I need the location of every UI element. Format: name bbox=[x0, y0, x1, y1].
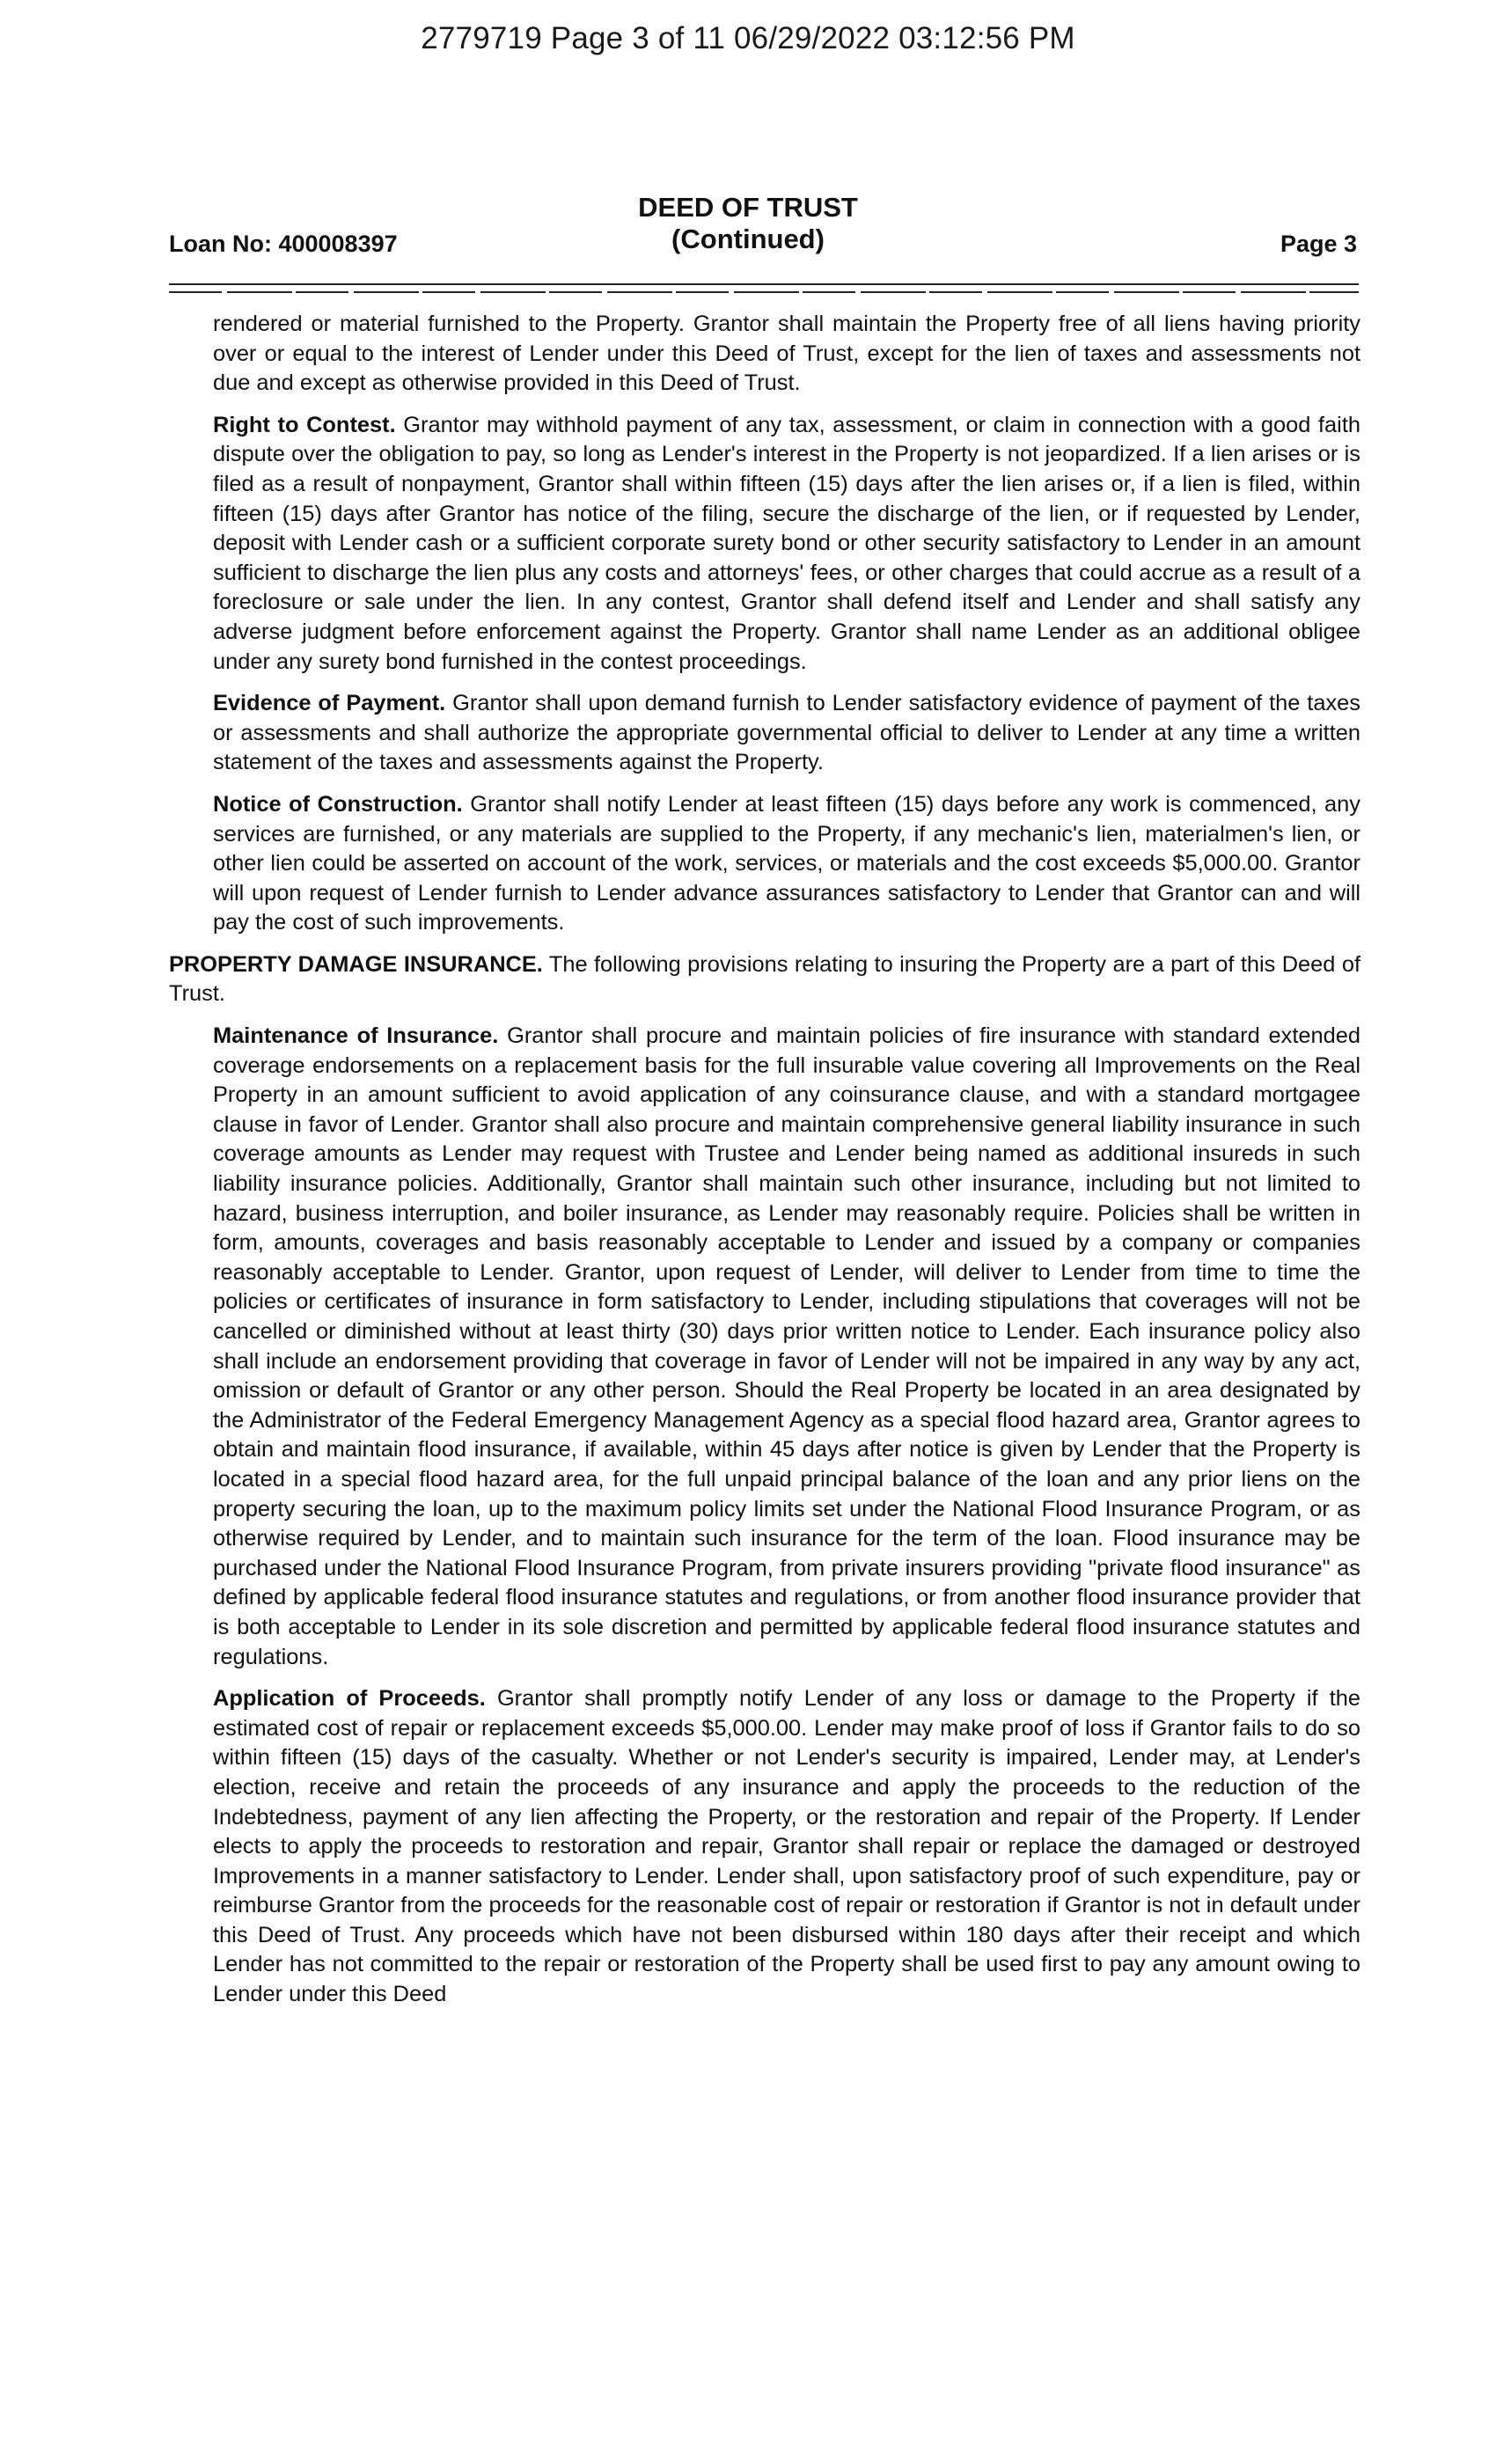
maintenance-of-insurance-heading: Maintenance of Insurance. bbox=[213, 1023, 499, 1049]
document-subtitle: (Continued) bbox=[671, 224, 825, 254]
application-of-proceeds-text: Grantor shall promptly notify Lender of any loss or damage to the Property if the estimated cost of repair or replacement exceeds $5,000.00. Lender may make proof of loss if Grantor fails to do so within fifteen (15) days of the casualty. Whether or not Lender's security is impaired, Lender may, at Lender's election, receive and retain the proceeds of any insurance and apply the proceeds to the reduction of the Indebtedness, payment of any lien affecting the Property, or the restoration and repair of the Property. If Lender elects to apply the proceeds to restoration and repair, Grantor shall repair or replace the damaged or destroyed Improvements in a manner satisfactory to Lender. Lender shall, upon satisfactory proof of such expenditure, pay or reimburse Grantor from the proceeds for the reasonable cost of repair or restoration if Grantor is not in default under this Deed of Trust. Any proceeds which have not been disbursed within 180 days after their receipt and which Lender has not committed to the repair or restoration of the Property shall be used first to pay any amount owing to Lender under this Deed bbox=[213, 1686, 1360, 2007]
right-to-contest-text: Grantor may withhold payment of any tax, assessment, or claim in connection with a good faith dispute over the obligation to pay, so long as Lender's interest in the Property is not jeopardized. If a lien arises or is filed as a result of nonpayment, Grantor shall within fifteen (15) days after the lien arises or, if a lien is filed, within fifteen (15) days after Grantor has notice of the filing, secure the discharge of the lien, or if requested by Lender, deposit with Lender cash or a sufficient corporate surety bond or other security satisfactory to Lender in an amount sufficient to discharge the lien plus any costs and attorneys' fees, or other charges that could accrue as a result of a foreclosure or sale under the lien. In any contest, Grantor shall defend itself and Lender and shall satisfy any adverse judgment before enforcement against the Property. Grantor shall name Lender as an additional obligee under any surety bond furnished in the contest proceedings. bbox=[213, 412, 1360, 674]
application-of-proceeds-paragraph bbox=[213, 1684, 1360, 2010]
recording-stamp: 2779719 Page 3 of 11 06/29/2022 03:12:56 PM bbox=[421, 21, 1075, 55]
property-damage-insurance-paragraph bbox=[169, 950, 1360, 1009]
right-to-contest-heading: Right to Contest. bbox=[213, 412, 396, 437]
evidence-of-payment-heading: Evidence of Payment. bbox=[213, 691, 446, 716]
right-to-contest-paragraph bbox=[213, 411, 1360, 677]
notice-of-construction-paragraph bbox=[213, 790, 1360, 938]
document-title: DEED OF TRUST bbox=[638, 192, 858, 223]
application-of-proceeds-heading: Application of Proceeds. bbox=[213, 1686, 486, 1712]
evidence-of-payment-text: Grantor shall upon demand furnish to Lender satisfactory evidence of payment of the taxes or assessments and shall authorize the appropriate governmental official to deliver to Lender at any time a written statement of the taxes and assessments against the Property. bbox=[213, 691, 1360, 775]
header-rule bbox=[169, 283, 1359, 285]
header-rule-secondary bbox=[169, 291, 1359, 293]
loan-number: Loan No: 400008397 bbox=[169, 231, 398, 257]
notice-of-construction-heading: Notice of Construction. bbox=[213, 791, 463, 817]
property-damage-insurance-text: The following provisions relating to insuring the Property are a part of this Deed of Trust. bbox=[169, 951, 1360, 1007]
evidence-of-payment-paragraph bbox=[213, 689, 1360, 778]
notice-of-construction-text: Grantor shall notify Lender at least fifteen (15) days before any work is commenced, any services are furnished, or any materials are supplied to the Property, if any mechanic's lien, materialmen's lien, or other lien could be asserted on account of the work, services, or materials and the cost exceeds $5,000.00. Grantor will upon request of Lender furnish to Lender advance assurances satisfactory to Lender that Grantor can and will pay the cost of such improvements. bbox=[213, 791, 1360, 935]
maintenance-of-insurance-paragraph bbox=[213, 1022, 1360, 1672]
maintenance-of-insurance-text: Grantor shall procure and maintain policies of fire insurance with standard extended coverage endorsements on a replacement basis for the full insurable value covering all Improvements on the Real Property in an amount sufficient to avoid application of any coinsurance clause, and with a standard mortgagee clause in favor of Lender. Grantor shall also procure and maintain comprehensive general liability insurance in such coverage amounts as Lender may request with Trustee and Lender being named as additional insureds in such liability insurance policies. Additionally, Grantor shall maintain such other insurance, including but not limited to hazard, business interruption, and boiler insurance, as Lender may reasonably require. Policies shall be written in form, amounts, coverages and basis reasonably acceptable to Lender and issued by a company or companies reasonably acceptable to Lender. Grantor, upon request of Lender, will deliver to Lender from time to time the policies or certificates of insurance in form satisfactory to Lender, including stipulations that coverages will not be cancelled or diminished without at least thirty (30) days prior written notice to Lender. Each insurance policy also shall include an endorsement providing that coverage in favor of Lender will not be impaired in any way by any act, omission or default of Grantor or any other person. Should the Real Property be located in an area designated by the Administrator of the Federal Emergency Management Agency as a special flood hazard area, Grantor agrees to obtain and maintain flood insurance, if available, within 45 days after notice is given by Lender that the Property is located in a special flood hazard area, for the full unpaid principal balance of the loan and any prior liens on the property securing the loan, up to the maximum policy limits set under the National Flood Insurance Program, or as otherwise required by Lender, and to maintain such insurance for the term of the loan. Flood insurance may be purchased under the National Flood Insurance Program, from private insurers providing "private flood insurance" as defined by applicable federal flood insurance statutes and regulations, or from another flood insurance provider that is both acceptable to Lender in its sole discretion and permitted by applicable federal flood insurance statutes and regulations. bbox=[213, 1023, 1360, 1669]
page-number: Page 3 bbox=[1280, 231, 1357, 257]
document-body bbox=[169, 310, 1360, 2022]
intro-paragraph: rendered or material furnished to the Property. Grantor shall maintain the Property free of all liens having priority over or equal to the interest of Lender under this Deed of Trust, except for the lien of taxes and assessments not due and except as otherwise provided in this Deed of Trust. bbox=[213, 312, 1360, 396]
property-damage-insurance-heading: PROPERTY DAMAGE INSURANCE. bbox=[169, 951, 543, 977]
